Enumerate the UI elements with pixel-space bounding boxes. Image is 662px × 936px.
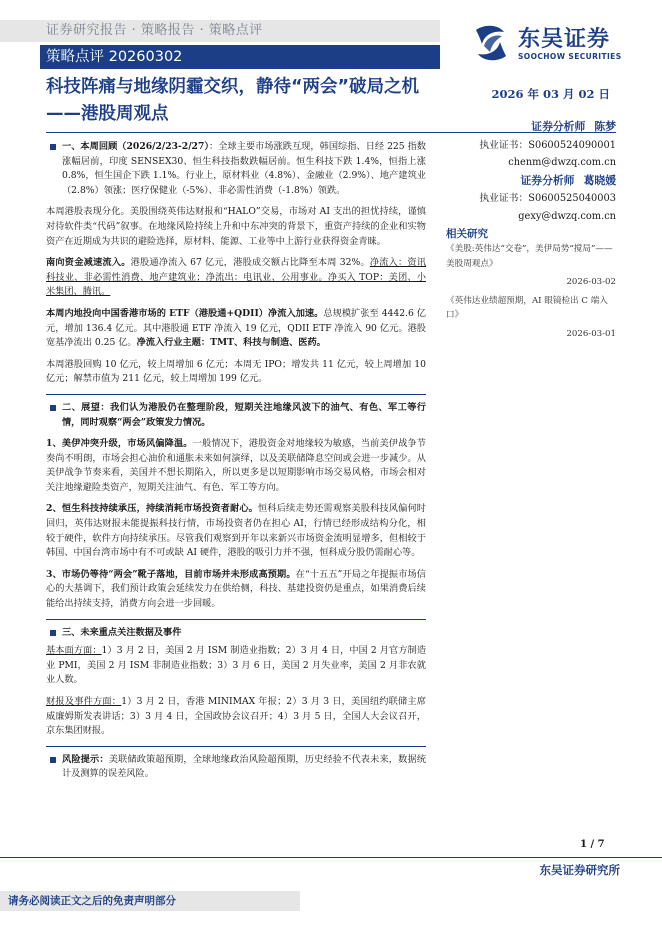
analyst-entry bbox=[446, 172, 616, 191]
footer-institute: 东吴证券研究所 bbox=[539, 863, 620, 877]
page-number: 1 / 7 bbox=[580, 839, 605, 850]
report-title: 科技阵痛与地缘阴霾交织，静待“两会”破局之机——港股周观点 bbox=[46, 77, 420, 124]
section1-lead-text: ：全球主要市场涨跌互现，韩国综指、日经 225 指数涨幅居前，印度 SENSEX30、恒生科技指数跌幅居前。恒生科技下跌 1.4%，恒指上涨 0.8%，恒生国企下跌 1.1%。行业上，原材料业（4.8%）、金融业（2.9%）、地产建筑业（2.8%）领涨；医疗保健业（-5%）、非必需性消费（-1.8%）领跌。 bbox=[62, 141, 426, 196]
report-date: 2026 年 03 月 02 日 bbox=[491, 87, 610, 101]
section-divider bbox=[46, 746, 426, 747]
outlook-item-text: 一般情况下，港股资金对地缘较为敏感，当前美伊战争节奏尚不明朗，市场会担心油价和通胀未来如何演绎，以及美联储降息空间或会进一步减少。从美伊战争节奏来看，美国并不想长期陷入，所以更多是以短期影响市场交易风格，市场会相对关注地缘避险类资产，短期关注油气、有色、军工等方向。 bbox=[46, 438, 426, 493]
events-label: 财报及事件方面： bbox=[46, 696, 122, 707]
southbound-heading: 南向资金减速流入。 bbox=[46, 257, 131, 269]
main-content bbox=[46, 140, 426, 782]
outlook-item-heading: 2、恒生科技持续承压，持续消耗市场投资者耐心。 bbox=[46, 503, 259, 515]
analyst-panel bbox=[446, 118, 616, 225]
section-risk bbox=[46, 753, 426, 782]
cert-number: S0600525040003 bbox=[528, 193, 616, 204]
outlook-item bbox=[46, 568, 426, 612]
analyst-role: 证券分析师 bbox=[520, 173, 575, 187]
outlook-item-text: 在“十五五”开局之年提振市场信心的大基调下，我们预计政策会延续发力在供给侧，科技、基建投资仍是重点，如果消费后续能给出持续支持，消费方向会进一步回暖。 bbox=[46, 568, 426, 610]
analyst-cert bbox=[446, 190, 616, 208]
southbound-text: 港股通净流入 67 亿元，港股成交额占比降至本周 32%。 bbox=[130, 257, 370, 269]
fundamentals-text: 1）3 月 2 日，美国 2 月 ISM 制造业指数；2）3 月 4 日，中国 2 月官方制造业 PMI，美国 2 月 ISM 非制造业指数；3）3 月 6 日，美国 2 月失业率，美国 2 月非农就业人数。 bbox=[46, 645, 427, 686]
footer-disclaimer: 请务必阅读正文之后的免责声明部分 bbox=[0, 891, 300, 911]
report-category-banner: 证券研究报告 · 策略报告 · 策略点评 bbox=[0, 20, 440, 42]
related-item-title[interactable]: 《英伟达业绩超预期，AI 眼镜检出 C 端入口》 bbox=[446, 295, 608, 320]
cert-number: S0600524090001 bbox=[528, 139, 616, 151]
analyst-cert bbox=[446, 137, 616, 155]
section1-paragraph-5: 本周港股回购 10 亿元，较上周增加 6 亿元；本周无 IPO；增发共 11 亿元，较上周增加 10 亿元；解禁市值为 211 亿元，较上周增加 199 亿元。 bbox=[46, 358, 426, 385]
bullet-square-icon bbox=[50, 630, 56, 636]
section3-lead: 三、未来重点关注数据及事件 bbox=[62, 626, 182, 638]
fundamentals-paragraph bbox=[46, 644, 426, 688]
related-item-date: 2026-03-01 bbox=[566, 328, 616, 339]
outlook-item bbox=[46, 502, 426, 560]
section-upcoming-events bbox=[46, 626, 426, 641]
etf-themes: 净流入行业主题：TMT、科技与制造、医药。 bbox=[136, 337, 326, 349]
outlook-item-heading: 3、市场仍等待“两会”靴子落地，目前市场并未形成高预期。 bbox=[46, 568, 296, 580]
logo-mark-icon bbox=[470, 22, 512, 64]
analyst-name: 陈梦 bbox=[594, 120, 616, 133]
section1-paragraph-2: 本周港股表现分化。美股围绕英伟达财报和“HALO”交易，市场对 AI 支出的担忧持续，谨慎对待软件类“代码”叙事。在地缘风险持续上升和中东冲突的背景下，重资产持续的企业和实物资产在近期成为共识的避险选择，原材料、能源、工业等中上游行业获得资金青睐。 bbox=[46, 206, 426, 247]
related-item-title[interactable]: 《美股:英伟达“交卷”，美伊局势“搅局”——美股周观点》 bbox=[446, 244, 613, 269]
risk-text: 美联储政策超预期，全球地缘政治风险超预期，历史经验不代表未来，数据统计及测算的误差风险。 bbox=[62, 753, 427, 780]
section-outlook bbox=[46, 401, 426, 430]
analyst-email[interactable]: chenm@dwzq.com.cn bbox=[508, 157, 616, 168]
section1-lead-bold: 一、本周回顾（2026/2/23-2/27） bbox=[62, 141, 209, 152]
bullet-square-icon bbox=[50, 405, 56, 411]
section1-paragraph-3 bbox=[46, 256, 426, 300]
etf-text: 总规模扩张至 4442.6 亿元，增加 136.4 亿元。其中港股通 ETF 净流入 19 亿元，QDII ETF 净流入 90 亿元。港股宽基净流出 0.25 亿。 bbox=[46, 307, 426, 349]
outlook-item bbox=[46, 437, 426, 495]
related-heading: 相关研究 bbox=[446, 228, 488, 240]
report-type-banner: 策略点评 20260302 bbox=[40, 45, 440, 69]
logo-name-en: SOOCHOW SECURITIES bbox=[518, 52, 622, 61]
section-divider bbox=[46, 394, 426, 395]
bullet-square-icon bbox=[50, 757, 56, 763]
section2-lead: 二、展望：我们认为港股仍在整理阶段，短期关注地缘风波下的油气、有色、军工等行情，同时观察“两会”政策发力情况。 bbox=[62, 401, 426, 428]
risk-label: 风险提示： bbox=[62, 753, 109, 765]
bullet-square-icon bbox=[50, 144, 56, 150]
events-text: 1）3 月 2 日，香港 MINIMAX 年报；2）3 月 3 日，美国纽约联储主席威廉姆斯发表讲话；3）3 月 4 日，全国政协会议召开；4）3 月 5 日，全国人大会议召开，京东集团财报。 bbox=[46, 696, 426, 737]
footer-divider bbox=[0, 857, 662, 858]
section-divider bbox=[46, 619, 426, 620]
analyst-name: 葛晓媛 bbox=[583, 173, 616, 187]
analyst-entry bbox=[446, 118, 616, 137]
section1-paragraph-4 bbox=[46, 307, 426, 351]
fundamentals-label: 基本面方面： bbox=[46, 645, 102, 657]
cert-label: 执业证书： bbox=[479, 139, 529, 151]
brand-logo bbox=[470, 22, 630, 66]
outlook-item-heading: 1、美伊冲突升级，市场风偏降温。 bbox=[46, 438, 193, 450]
related-item-date: 2026-03-02 bbox=[566, 277, 616, 287]
analyst-email[interactable]: gexy@dwzq.com.cn bbox=[518, 210, 616, 222]
outlook-item-text: 恒科后续走势还需观察美股科技风偏何时回归，英伟达财报未能提振科技行情，市场投资者仍在担心 AI，行情已经形成结构分化，相较于硬件，软件方向持续承压。尽管我们观察到开年以来新兴市场资金流明显增多，但相较于韩国、中国台湾市场中有不可或缺 AI 硬件，港股的吸引力并不强，恒科成分股仍需耐心等。 bbox=[46, 503, 426, 559]
section-weekly-review bbox=[46, 140, 426, 198]
analyst-role: 证券分析师 bbox=[531, 120, 586, 133]
cert-label: 执业证书： bbox=[479, 193, 529, 204]
logo-name-cn: 东吴证券 bbox=[518, 27, 611, 52]
etf-heading: 本周内地投向中国香港市场的 ETF（港股通+QDII）净流入加速。 bbox=[46, 307, 324, 319]
southbound-flows: 净流入：资讯科技业、非必需性消费、地产建筑业；净流出：电讯业、公用事业。净买入 TOP：美团、小米集团、腾讯。 bbox=[46, 257, 427, 298]
related-research bbox=[446, 226, 616, 345]
events-paragraph bbox=[46, 695, 426, 739]
